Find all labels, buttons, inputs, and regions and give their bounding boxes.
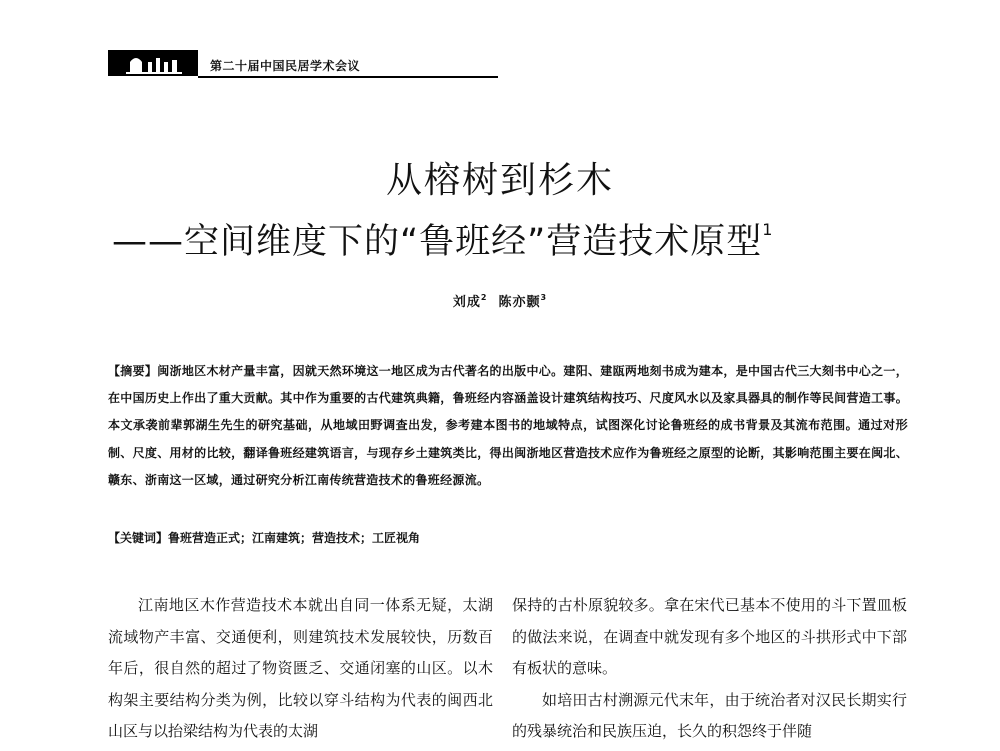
author-name: 陈亦颢	[498, 295, 541, 310]
abstract: 【摘要】闽浙地区木材产量丰富，因就天然环境这一地区成为古代著名的出版中心。建阳、建瓯两地刻书成为建本，是中国古代三大刻书中心之一，在中国历史上作出了重大贡献。其中作为重要的古代建筑典籍，鲁班经内容涵盖设计建筑结构技巧、尺度风水以及家具器具的制作等民间营造工事。本文承袭前辈郭湖生先生的研究基础，从地域田野调查出发，参考建本图书的地域特点，试图深化讨论鲁班经的成书背景及其流布范围。通过对形制、尺度、用材的比较，翻译鲁班经建筑语言，与现存乡土建筑类比，得出闽浙地区营造技术应作为鲁班经之原型的论断，其影响范围主要在闽北、赣东、浙南这一区域，通过研究分析江南传统营造技术的鲁班经源流。	[108, 364, 908, 487]
building-logo-icon	[108, 50, 198, 76]
body-paragraph: 江南地区木作营造技术本就出自同一体系无疑，太湖流域物产丰富、交通便利，则建筑技术发展较快，历数百年后，很自然的超过了物资匮乏、交通闭塞的山区。以木构架主要结构分类为例，比较以穿斗结构为代表的闽西北山区与以抬梁结构为代表的太湖	[108, 596, 493, 740]
body-column-right	[512, 590, 907, 748]
author-line	[0, 291, 1000, 310]
body-paragraph: 保持的古朴原貌较多。拿在宋代已基本不使用的斗下置皿板的做法来说，在调查中就发现有多个地区的斗拱形式中下部有板状的意味。	[512, 596, 907, 677]
author-name: 刘成	[452, 295, 481, 310]
author-footnote-mark: 3	[540, 293, 548, 302]
body-column-left	[108, 590, 493, 748]
subtitle-text: ——空间维度下的“鲁班经”营造技术原型	[112, 222, 763, 262]
body-paragraph: 如培田古村溯源元代末年，由于统治者对汉民长期实行的残暴统治和民族压迫，长久的积怨终于伴随	[512, 690, 907, 740]
running-header	[108, 50, 908, 80]
author-footnote-mark: 2	[480, 293, 488, 302]
keywords: 【关键词】鲁班营造正式；江南建筑；营造技术；工匠视角	[108, 531, 421, 545]
paper-title: 从榕树到杉木	[385, 160, 614, 201]
header-rule	[198, 76, 498, 78]
conference-title: 第二十届中国民居学术会议	[210, 59, 361, 73]
paper-subtitle	[112, 214, 912, 264]
subtitle-footnote-mark: 1	[762, 220, 774, 239]
